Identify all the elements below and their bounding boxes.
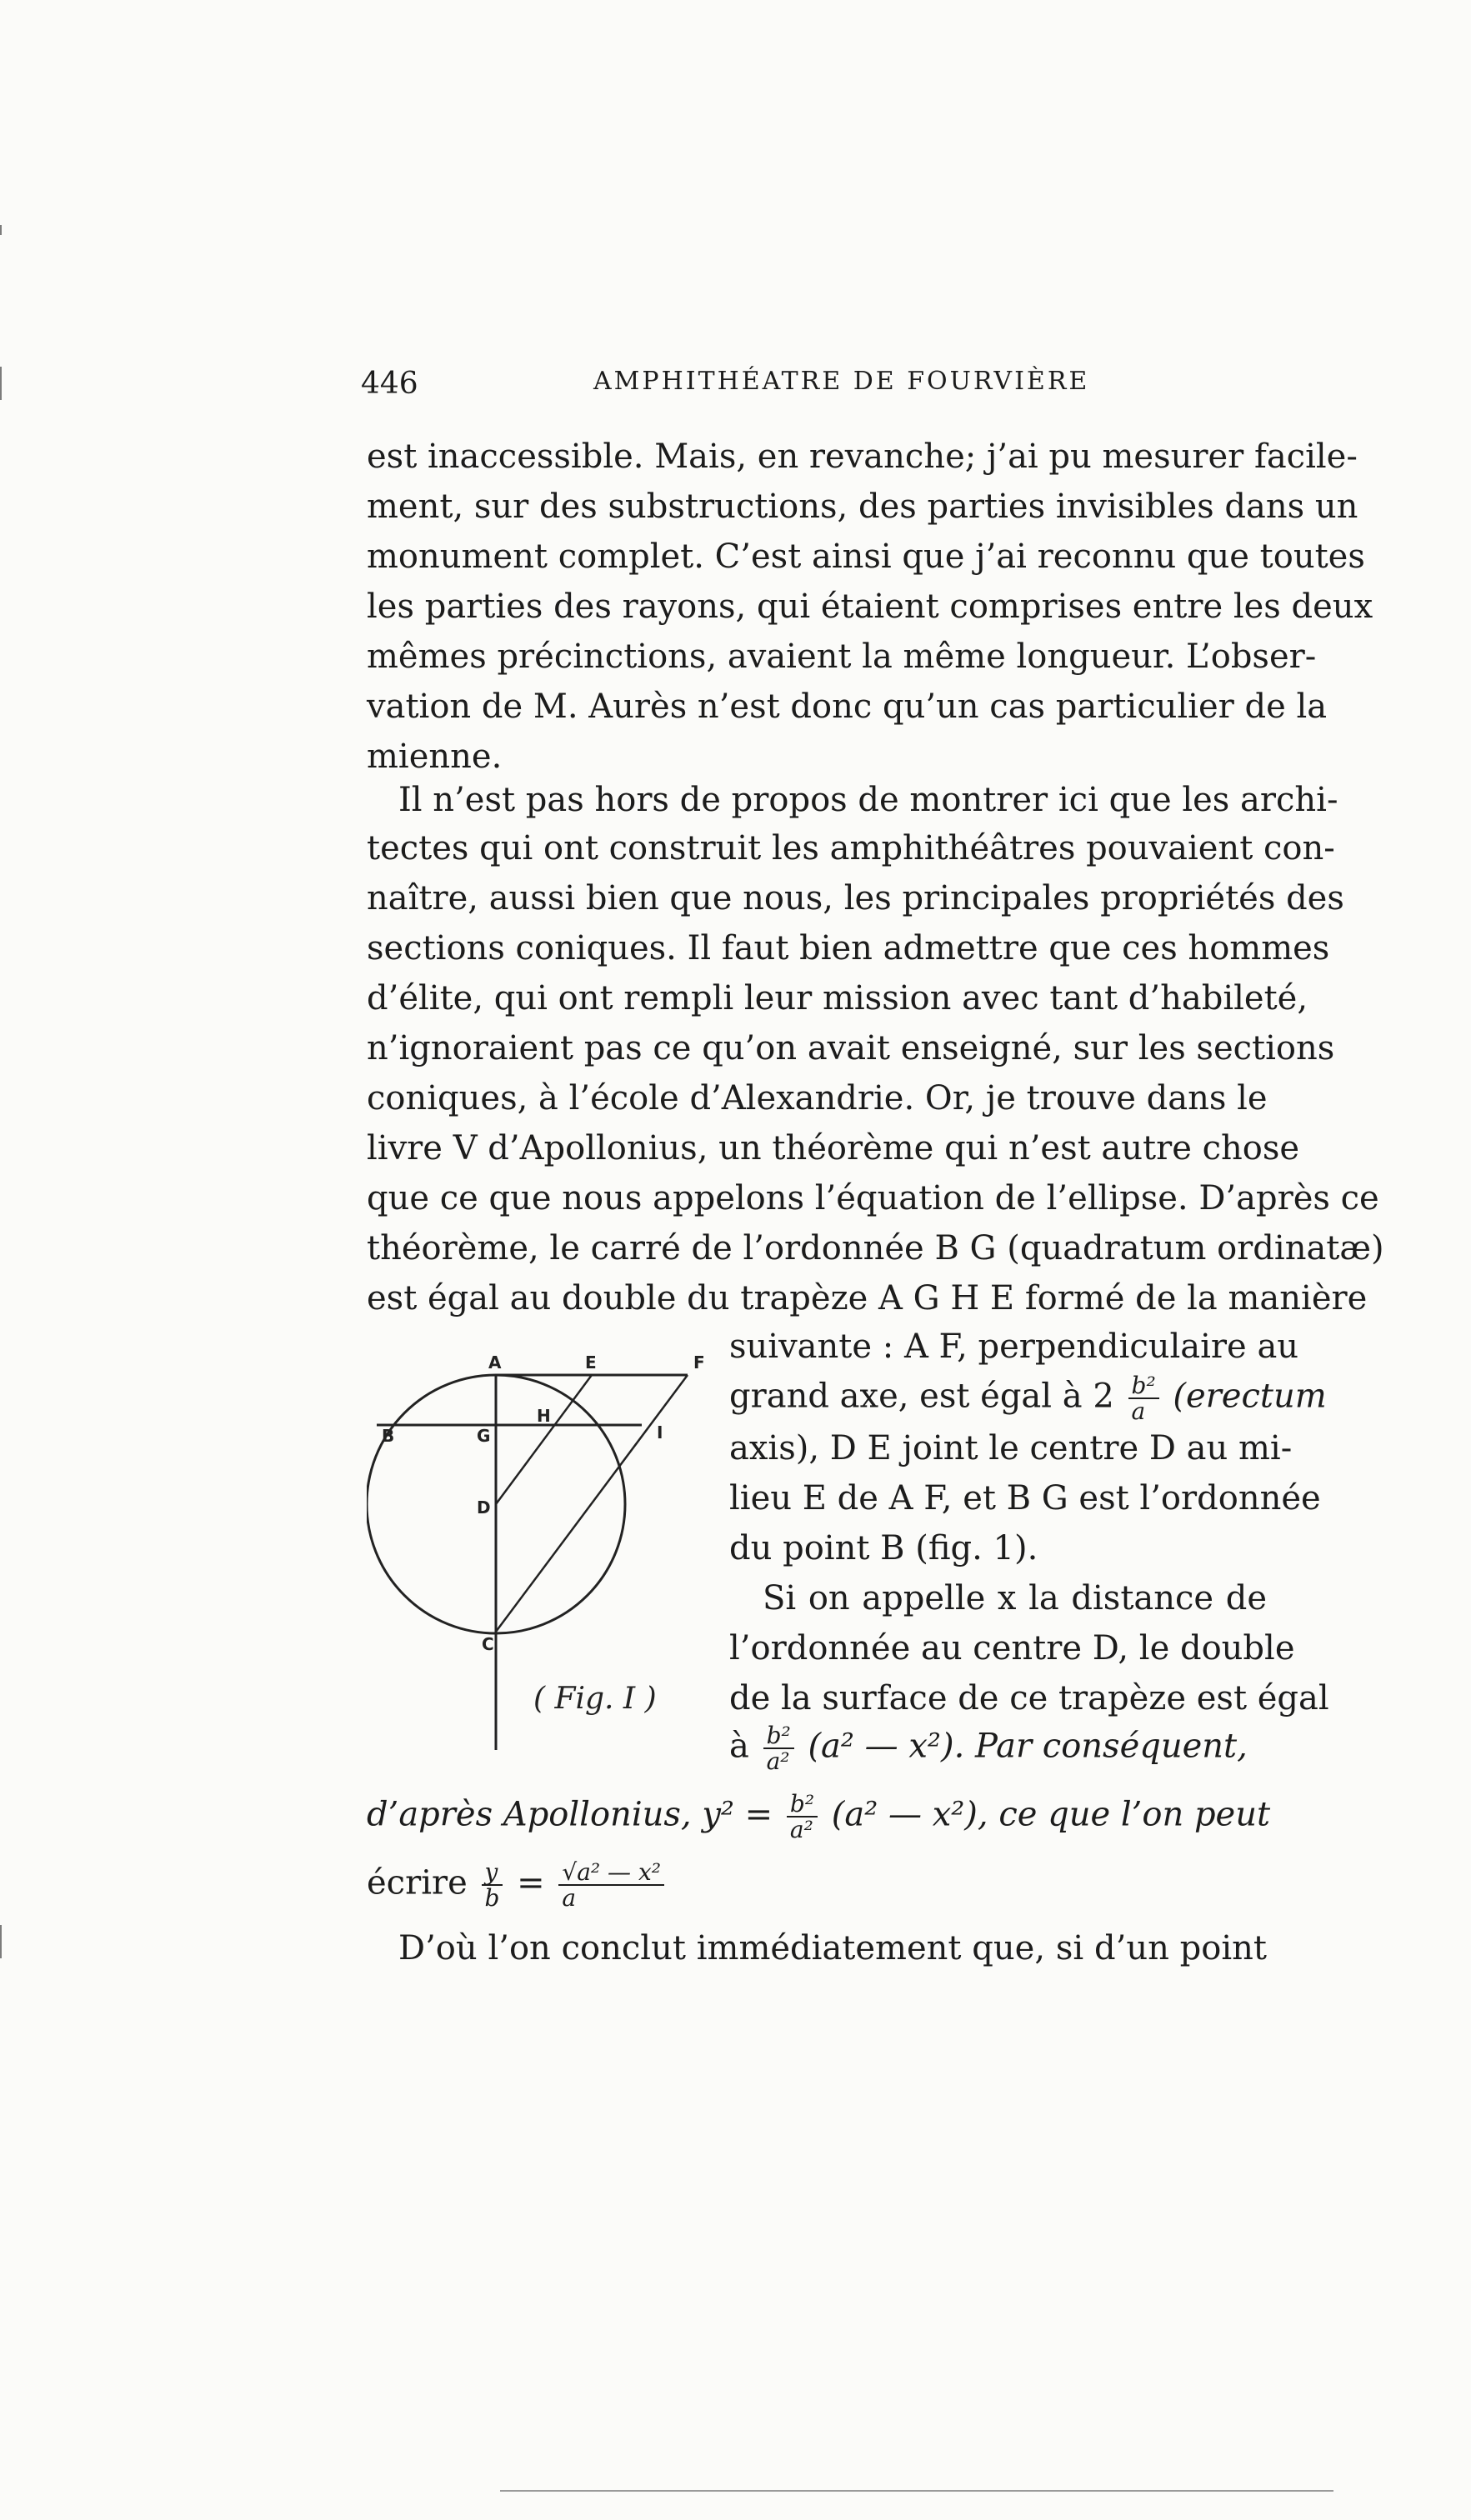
running-title: AMPHITHÉATRE DE FOURVIÈRE (593, 367, 1090, 396)
line-de (496, 1375, 592, 1504)
numerator: b² (787, 1792, 818, 1818)
figure-caption: ( Fig. I ) (533, 1682, 657, 1716)
text-line: que ce que nous appelons l’équation de l’ellipse. D’après ce (367, 1179, 1379, 1218)
text-line: vation de M. Aurès n’est donc qu’un cas particulier de la (367, 688, 1328, 726)
text-line: coniques, à l’école d’Alexandrie. Or, je trouve dans le (367, 1079, 1268, 1118)
denominator: a² (789, 1816, 813, 1844)
ellipse-construction-diagram (367, 1350, 725, 1783)
label-c: C (482, 1634, 494, 1654)
text-line: livre V d’Apollonius, un théorème qui n’est autre chose (367, 1129, 1300, 1168)
label-e: E (585, 1352, 597, 1372)
text-line: mienne. (367, 738, 503, 776)
text-line (729, 1723, 1267, 1774)
text-fragment: écrire (367, 1863, 468, 1902)
numerator: √a² — x² (558, 1860, 664, 1886)
text-line: mêmes précinctions, avaient la même longueur. L’obser- (367, 638, 1317, 676)
text-fragment: (a² — x²). Par conséquent, (808, 1727, 1248, 1766)
numerator: b² (1128, 1373, 1159, 1399)
numerator: b² (763, 1723, 794, 1749)
text-line: Si on appelle x la distance de (763, 1579, 1267, 1618)
numerator: y (482, 1860, 503, 1886)
text-line: les parties des rayons, qui étaient comprises entre les deux (367, 588, 1373, 626)
label-f: F (693, 1352, 705, 1372)
label-d: D (477, 1498, 491, 1518)
label-g: G (477, 1426, 491, 1446)
text-line: du point B (fig. 1). (729, 1529, 1038, 1568)
text-line: tectes qui ont construit les amphithéâtres pouvaient con- (367, 829, 1335, 868)
text-line: n’ignoraient pas ce qu’on avait enseigné, sur les sections (367, 1029, 1335, 1068)
text-line: d’élite, qui ont rempli leur mission avec tant d’habileté, (367, 979, 1308, 1018)
denominator: b (484, 1884, 500, 1912)
scan-mark (0, 367, 2, 400)
text-fragment: d’après Apollonius, y² = (367, 1795, 773, 1834)
line-cf (496, 1375, 688, 1632)
equals-sign: = (517, 1863, 545, 1902)
denominator: a (1131, 1398, 1146, 1426)
text-fragment: (erectum (1173, 1377, 1327, 1416)
text-line (729, 1372, 1327, 1426)
scan-mark (0, 1925, 2, 1958)
text-line: D’où l’on conclut immédiatement que, si d’un point (398, 1929, 1267, 1968)
denominator: a (562, 1884, 577, 1912)
text-fragment: (a² — x²), ce que l’on peut (831, 1795, 1271, 1834)
text-line: ment, sur des substructions, des parties invisibles dans un (367, 488, 1358, 526)
text-line: suivante : A F, perpendiculaire au (729, 1328, 1299, 1366)
fraction (1128, 1373, 1159, 1424)
text-line: de la surface de ce trapèze est égal (729, 1679, 1329, 1718)
scan-mark (0, 225, 2, 235)
text-line: naître, aussi bien que nous, les principales propriétés des (367, 879, 1344, 918)
text-line: l’ordonnée au centre D, le double (729, 1629, 1295, 1668)
figure-1-diagram (367, 1350, 725, 1783)
text-line: axis), D E joint le centre D au mi- (729, 1429, 1293, 1468)
text-line: est inaccessible. Mais, en revanche; j’ai pu mesurer facile- (367, 438, 1358, 476)
text-line (367, 1860, 1267, 1911)
text-line: Il n’est pas hors de propos de montrer ici que les archi- (398, 781, 1338, 819)
label-h: H (537, 1406, 551, 1426)
text-fragment: à (729, 1727, 749, 1766)
fraction (763, 1723, 794, 1774)
text-line: théorème, le carré de l’ordonnée B G (quadratum ordinatæ) (367, 1229, 1384, 1268)
text-fragment: grand axe, est égal à 2 (729, 1377, 1114, 1416)
label-b: B (382, 1426, 395, 1446)
label-i: I (657, 1422, 663, 1442)
page-number: 446 (361, 367, 418, 401)
fraction (558, 1860, 664, 1911)
text-line: monument complet. C’est ainsi que j’ai reconnu que toutes (367, 538, 1365, 576)
text-line: est égal au double du trapèze A G H E formé de la manière (367, 1279, 1368, 1318)
fraction (787, 1792, 818, 1842)
fraction (482, 1860, 503, 1911)
denominator: a² (766, 1748, 790, 1776)
text-line (367, 1790, 1271, 1844)
text-line: lieu E de A F, et B G est l’ordonnée (729, 1479, 1321, 1518)
text-line: sections coniques. Il faut bien admettre que ces hommes (367, 929, 1330, 968)
bottom-edge-rule (500, 2490, 1333, 2492)
label-a: A (488, 1352, 502, 1372)
